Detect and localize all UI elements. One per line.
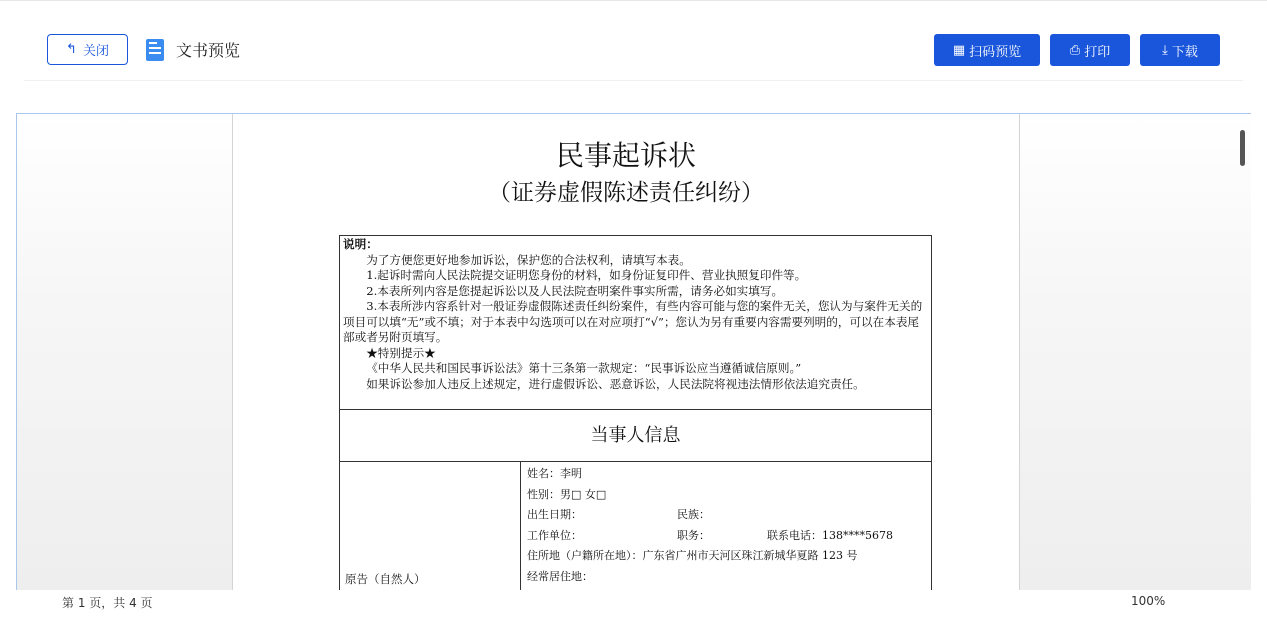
party-gender: 性别：男□ 女□ — [527, 487, 607, 501]
document-icon — [146, 39, 164, 61]
party-label: 原告（自然人） — [345, 572, 426, 586]
instruction-line: 3.本表所涉内容系针对一般证券虚假陈述责任纠纷案件，有些内容可能与您的案件无关，您认为与案件无关的项目可以填“无”或不填；对于本表中勾选项可以在对应项打“√”；您认为另有重要内容需要列明的，可以在本表尾部或者另附页填写。 — [343, 299, 923, 344]
document-viewer[interactable] — [16, 113, 1251, 593]
vertical-scrollbar[interactable] — [1240, 130, 1245, 166]
return-arrow-icon: ↰ — [66, 42, 77, 57]
document-page — [232, 114, 1020, 594]
qrcode-icon: ▦ — [952, 42, 966, 58]
print-label: 打印 — [1084, 44, 1111, 60]
instruction-line: 1.起诉时需向人民法院提交证明您身份的材料，如身份证复印件、营业执照复印件等。 — [366, 268, 807, 282]
instruction-line: 《中华人民共和国民事诉讼法》第十三条第一款规定：“民事诉讼应当遵循诚信原则。” — [366, 361, 802, 375]
viewer-footer — [0, 590, 1267, 626]
instructions-lead: 说明： — [343, 237, 378, 251]
document-title: 民事起诉状 — [555, 139, 696, 172]
zoom-level: 100% — [1131, 594, 1166, 608]
document-subtitle: （证券虚假陈述责任纠纷） — [488, 180, 764, 206]
instruction-line: 2.本表所列内容是您提起诉讼以及人民法院查明案件事实所需，请务必如实填写。 — [366, 283, 784, 298]
page-count: 第 1 页，共 4 页 — [62, 596, 153, 610]
download-button[interactable] — [1140, 34, 1220, 66]
close-button[interactable] — [47, 34, 128, 65]
instruction-line: 为了方便您更好地参加诉讼，保护您的合法权利，请填写本表。 — [366, 252, 691, 267]
page-title: 文书预览 — [176, 41, 241, 60]
scan-preview-label: 扫码预览 — [969, 44, 1022, 60]
party-habitual-residence: 经常居住地： — [527, 569, 593, 583]
party-phone: 联系电话：138****5678 — [767, 528, 893, 542]
scan-preview-button[interactable] — [934, 34, 1040, 66]
print-button[interactable] — [1050, 34, 1130, 66]
party-name: 姓名：李明 — [527, 467, 582, 480]
printer-icon: ⎙ — [1069, 42, 1081, 58]
party-residence: 住所地（户籍所在地）：广东省广州市天河区珠江新城华夏路 123 号 — [527, 549, 858, 562]
party-birth-row — [527, 505, 931, 526]
party-birth: 出生日期： — [527, 508, 582, 521]
party-work-row — [527, 526, 931, 547]
close-button-label: 关闭 — [82, 44, 109, 59]
instructions-block — [340, 236, 931, 410]
download-icon: ⤓ — [1162, 42, 1168, 58]
party-work: 工作单位： — [527, 528, 582, 542]
section-title: 当事人信息 — [340, 410, 931, 462]
party-info-cell — [521, 462, 931, 594]
top-toolbar — [0, 0, 1267, 98]
complaint-form — [339, 235, 932, 594]
party-row — [340, 462, 931, 594]
instruction-line: 如果诉讼参加人违反上述规定，进行虚假诉讼、恶意诉讼，人民法院将视违法情形依法追究责任。 — [366, 376, 865, 391]
party-ethnicity: 民族： — [677, 508, 710, 521]
party-label-cell — [340, 462, 521, 594]
download-label: 下载 — [1171, 44, 1198, 60]
toolbar-inner — [24, 1, 1243, 81]
special-notice-heading: ★特别提示★ — [366, 345, 436, 360]
party-position: 职务： — [677, 528, 710, 542]
